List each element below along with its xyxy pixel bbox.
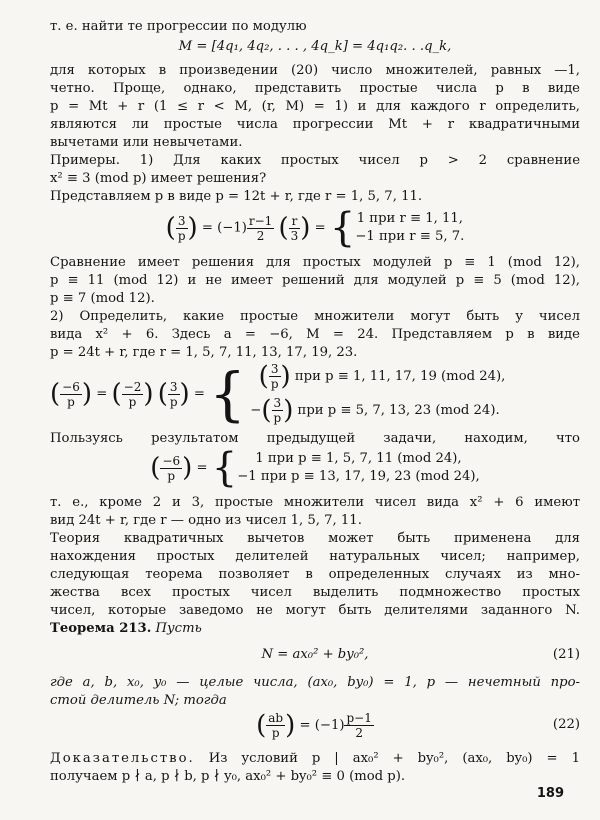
equation-number-21: (21) (552, 647, 580, 662)
text-line: нахождения простых делителей натуральных чисел; например, (50, 549, 580, 564)
text-line: являются ли простые числа прогрессии Mt + r квадратичными (50, 117, 580, 132)
legendre-formula-1: ( $\frac{3}{p}$ ) = (−1) $\frac{r-1}{2}$ ( $\frac{r}{3}$ ) = { 1 при r ≡ 1, 11, −1 при r ≡ 5, 7. (165, 205, 465, 251)
legendre-formula-3: ( $\frac{-6}{p}$ ) = { 1 при p ≡ 1, 5, 7, 11 (mod 24), −1 при p ≡ 13, 17, 19, 23 (mod 24), (150, 445, 480, 491)
text-line: 2) Определить, какие простые множители могут быть у чисел (50, 309, 580, 324)
equation-M: M = [4q₁, 4q₂, . . . , 4q_k] = 4q₁q₂. . .q_k, (178, 39, 452, 54)
text-line: Теория квадратичных вычетов может быть применена для (50, 531, 580, 546)
text-line: p = Mt + r (1 ≤ r < M, (r, M) = 1) и для каждого r определить, (50, 99, 580, 114)
text-line: стой делитель N; тогда (50, 693, 227, 708)
theorem-text: Пусть (155, 621, 202, 636)
equation-22: ( $\frac{ab}{p}$ ) = (−1) $\frac{p-1}{2}$ (256, 710, 372, 741)
text-line: x² ≡ 3 (mod p) имеет решения? (50, 171, 267, 186)
text-line: вычетами или невычетами. (50, 135, 243, 150)
text-line: для которых в произведении (20) число множителей, равных —1, (50, 63, 580, 78)
equation-number-22: (22) (552, 717, 580, 732)
text-line: p = 24t + r, где r = 1, 5, 7, 11, 13, 17, 19, 23. (50, 345, 358, 360)
legendre-formula-2: ( $\frac{-6}{p}$ ) = ( $\frac{-2}{p}$ ) ( $\frac{3}{p}$ ) = { ( $\frac{3}{p}$ ) при p ≡ 1, 11, 17, 19 (mod 24), −( $\frac{3}{p}$ ) при p ≡ 5, 7, 13, 23 (mod 24). (50, 360, 506, 428)
text-line: где a, b, x₀, y₀ — целые числа, (ax₀, by₀) = 1, p — нечетный про- (50, 675, 580, 690)
proof-text: Из условий p | ax₀² + by₀², (ax₀, by₀) = 1 (208, 751, 580, 766)
text-line: получаем p ∤ a, p ∤ b, p ∤ y₀, ax₀² + by₀² ≡ 0 (mod p). (50, 769, 406, 784)
text-line: вид 24t + r, где r — одно из чисел 1, 5, 7, 11. (50, 513, 362, 528)
text-line: четно. Проще, однако, представить простые числа p в виде (50, 81, 580, 96)
equation-21: N = ax₀² + by₀², (261, 647, 369, 662)
text-line: p ≡ 7 (mod 12). (50, 291, 155, 306)
text-line: т. е. найти те прогрессии по модулю (50, 19, 307, 34)
text-line: т. е., кроме 2 и 3, простые множители чисел вида x² + 6 имеют (50, 495, 580, 510)
text-line: Сравнение имеет решения для простых модулей p ≡ 1 (mod 12), (50, 255, 580, 270)
proof-line (50, 750, 580, 768)
text-line: p ≡ 11 (mod 12) и не имеет решений для модулей p ≡ 5 (mod 12), (50, 273, 580, 288)
theorem-title: Теорема 213. (50, 621, 152, 636)
text-line: вида x² + 6. Здесь a = −6, M = 24. Представляем p в виде (50, 327, 580, 342)
proof-title: Доказательство. (50, 751, 195, 766)
page-number: 189 (536, 786, 564, 801)
text-line: следующая теорема позволяет в определенных случаях из мно- (50, 567, 580, 582)
text-line: чисел, которые заведомо не могут быть делителями заданного N. (50, 603, 580, 618)
theorem-heading (50, 620, 580, 638)
text-line: Примеры. 1) Для каких простых чисел p > 2 сравнение (50, 153, 580, 168)
text-line: жества всех простых чисел выделить подмножество простых (50, 585, 580, 600)
text-line: Пользуясь результатом предыдущей задачи, находим, что (50, 431, 580, 446)
text-line: Представляем p в виде p = 12t + r, где r = 1, 5, 7, 11. (50, 189, 423, 204)
